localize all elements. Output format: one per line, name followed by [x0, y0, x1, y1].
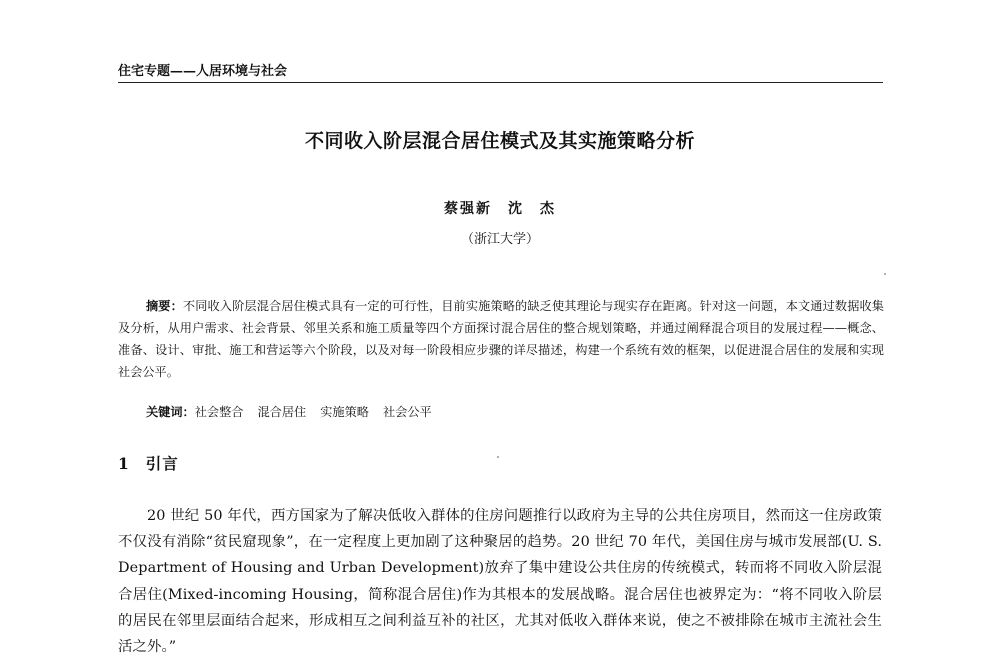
section-number: 1 — [118, 454, 130, 473]
abstract — [118, 295, 884, 383]
keywords-label: 关键词： — [146, 405, 195, 419]
header-rule — [118, 82, 883, 83]
running-header: 住宅专题——人居环境与社会 — [118, 64, 288, 79]
article-affiliation: （浙江大学） — [460, 232, 539, 247]
keyword-item: 社会整合 — [194, 405, 244, 419]
abstract-text: 不同收入阶层混合居住模式具有一定的可行性，目前实施策略的缺乏使其理论与现实存在距离。针对这一问题，本文通过数据收集及分析，从用户需求、社会背景、邻里关系和施工质量等四个方面探讨混合居住的整合规划策略，并通过阐释混合项目的发展过程——概念、准备、设计、审批、施工和营运等六个阶段，以及对每一阶段相应步骤的详尽描述，构建一个系统有效的框架，以促进混合居住的发展和实现社会公平。 — [118, 299, 884, 379]
section-title: 引言 — [145, 454, 179, 473]
article-title: 不同收入阶层混合居住模式及其实施策略分析 — [304, 130, 695, 152]
keyword-item: 混合居住 — [257, 405, 307, 419]
article-authors: 蔡强新 沈 杰 — [444, 201, 556, 217]
keywords — [146, 403, 446, 421]
keyword-item: 实施策略 — [320, 405, 369, 419]
scan-speck — [884, 273, 886, 275]
keyword-item: 社会公平 — [383, 405, 432, 419]
body-paragraph: 20 世纪 50 年代，西方国家为了解决低收入群体的住房问题推行以政府为主导的公共住房项目，然而这一住房政策不仅没有消除“贫民窟现象”，在一定程度上更加剧了这种聚居的趋势。20 世纪 70 年代，美国住房与城市发展部(U. S. Department of Housing and Urban Development)放弃了集中建设公共住房的传统模式，转而将不同收入阶层混合居住(Mixed-incoming Housing，简称混合居住)作为其根本的发展战略。混合居住也被界定为：“将不同收入阶层的居民在邻里层面结合起来，形成相互之间利益互补的社区，尤其对低收入群体来说，使之不被排除在城市主流社会生活之外。” — [118, 508, 882, 656]
abstract-label: 摘要： — [146, 299, 183, 313]
section-heading — [118, 452, 179, 474]
scan-speck — [497, 456, 499, 458]
